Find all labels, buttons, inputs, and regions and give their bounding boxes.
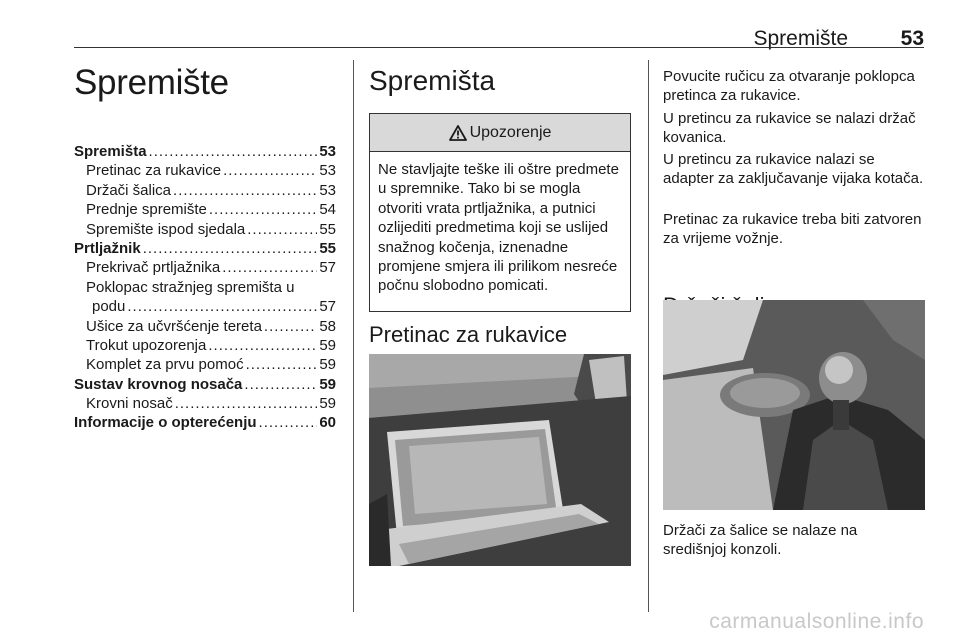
- toc-entry[interactable]: [74, 181, 336, 200]
- toc-entry-page: 55: [319, 239, 336, 257]
- toc-leader-dots: [209, 200, 317, 219]
- toc-entry[interactable]: [74, 278, 336, 297]
- toc-leader-dots: [173, 181, 317, 200]
- toc-leader-dots: [127, 297, 317, 316]
- toc-entry[interactable]: [74, 161, 336, 180]
- toc-entry-page: 59: [319, 356, 336, 374]
- watermark: carmanualsonline.info: [709, 610, 924, 633]
- toc-leader-dots: [244, 375, 317, 394]
- page-header-title: Spremište: [753, 27, 848, 50]
- glovebox-photo: [369, 354, 631, 566]
- toc-leader-dots: [175, 394, 318, 413]
- toc-entry-label: Spremište ispod sjedala: [86, 220, 246, 238]
- warning-text: Ne stavljajte teške ili oštre predmete u spremnike. Tako bi se mogla otvoriti vrata prtljažnika, a putnici ozlijediti predmetima koji se uslijed snažnog kočenja, iznenadne promjene smjera ili prilikom nesreće počnu slobodno pomicati.: [378, 161, 619, 295]
- toc-entry-page: 59: [319, 336, 336, 354]
- toc-entry[interactable]: [74, 375, 336, 394]
- toc-entry-label: Prednje spremište: [86, 201, 207, 219]
- toc-entry-label: Pretinac za rukavice: [86, 162, 222, 180]
- toc-entry[interactable]: [74, 355, 336, 374]
- toc-entry-page: 58: [319, 317, 336, 335]
- glovebox-paragraph-1: Povucite ručicu za otvaranje poklopca pretinca za rukavice.: [663, 68, 915, 104]
- page-number: 53: [900, 27, 924, 50]
- toc-entry[interactable]: [74, 239, 336, 258]
- toc-entry[interactable]: [74, 142, 336, 161]
- cupholders-caption: Držači za šalice se nalaze na središnjoj konzoli.: [663, 522, 858, 558]
- toc-entry-page: 53: [319, 181, 336, 199]
- toc-leader-dots: [264, 317, 317, 336]
- warning-header: [370, 114, 630, 152]
- header-rule: [74, 47, 924, 48]
- table-of-contents: [74, 142, 336, 433]
- warning-triangle-icon: [449, 125, 467, 141]
- warning-box: [369, 113, 631, 312]
- toc-entry-page: 57: [319, 298, 336, 316]
- toc-entry-page: 53: [319, 143, 336, 160]
- toc-entry[interactable]: [74, 394, 336, 413]
- toc-entry[interactable]: [74, 297, 336, 316]
- toc-leader-dots: [246, 355, 318, 374]
- toc-entry-label: Ušice za učvršćenje tereta: [86, 317, 262, 335]
- toc-entry[interactable]: [74, 258, 336, 277]
- glovebox-paragraph-3: U pretincu za rukavice nalazi se adapter za zaključavanje vijaka kotača.: [663, 151, 924, 187]
- toc-entry-page: 60: [319, 414, 336, 432]
- toc-entry-label: Poklopac stražnjeg spremišta u: [86, 278, 295, 296]
- toc-entry-label: Komplet za prvu pomoć: [86, 356, 244, 374]
- column-divider-right: [648, 60, 649, 612]
- column-divider-left: [353, 60, 354, 612]
- toc-entry[interactable]: [74, 317, 336, 336]
- toc-entry-label: Držači šalica: [86, 181, 172, 199]
- toc-entry-page: 53: [319, 162, 336, 180]
- toc-entry-label: Spremišta: [74, 143, 147, 160]
- toc-entry[interactable]: [74, 220, 336, 239]
- glovebox-heading: Pretinac za rukavice: [369, 322, 568, 347]
- toc-leader-dots: [149, 142, 318, 161]
- toc-entry-label: Prekrivač prtljažnika: [86, 259, 221, 277]
- toc-entry[interactable]: [74, 336, 336, 355]
- glovebox-paragraph-2: U pretincu za rukavice se nalazi držač kovanica.: [663, 110, 916, 146]
- toc-entry-label: podu: [92, 298, 126, 316]
- toc-leader-dots: [247, 220, 317, 239]
- toc-entry[interactable]: [74, 200, 336, 219]
- chapter-title: Spremište: [74, 63, 229, 102]
- cupholders-photo: [663, 300, 925, 510]
- toc-leader-dots: [143, 239, 318, 258]
- glovebox-paragraph-4: Pretinac za rukavice treba biti zatvoren za vrijeme vožnje.: [663, 211, 922, 247]
- toc-entry-page: 54: [319, 201, 336, 219]
- toc-entry-label: Trokut upozorenja: [86, 336, 207, 354]
- warning-title: Upozorenje: [469, 123, 552, 141]
- toc-entry-label: Prtljažnik: [74, 239, 141, 257]
- section-title: Spremišta: [369, 65, 496, 96]
- toc-entry-page: 59: [319, 375, 336, 393]
- toc-leader-dots: [259, 413, 318, 432]
- toc-entry-page: 59: [319, 395, 336, 413]
- toc-entry-label: Sustav krovnog nosača: [74, 375, 243, 393]
- toc-leader-dots: [222, 258, 317, 277]
- toc-leader-dots: [208, 336, 317, 355]
- toc-entry-page: 55: [319, 220, 336, 238]
- toc-leader-dots: [223, 161, 317, 180]
- toc-entry-label: Informacije o opterećenju: [74, 414, 257, 432]
- toc-entry-page: 57: [319, 259, 336, 277]
- toc-entry-label: Krovni nosač: [86, 395, 173, 413]
- toc-entry[interactable]: [74, 413, 336, 432]
